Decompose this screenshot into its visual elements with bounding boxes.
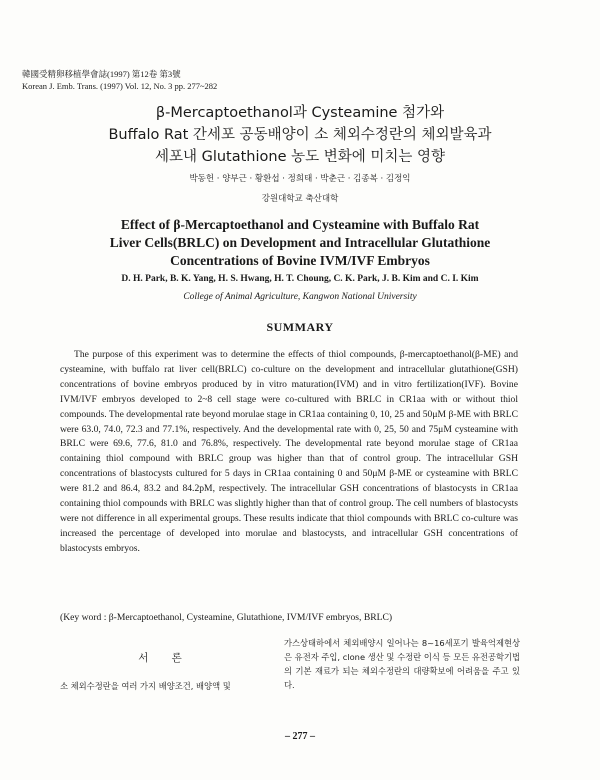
korean-title-line-2: Buffalo Rat 간세포 공동배양이 소 체외수정란의 체외발육과 <box>108 127 492 143</box>
intro-right-column: 가스상태하에서 체외배양시 일어나는 8~16세포기 발육억제현상은 유전자 주입, clone 생산 및 수정란 이식 등 모든 유전공학기법의 기본 재료가 되는 체외수정란의 대량확보에 어려움을 주고 있다. <box>284 638 520 690</box>
english-title <box>0 216 600 270</box>
page-number: – 277 – <box>285 731 315 742</box>
journal-reference <box>22 68 217 92</box>
korean-title-line-3: 세포내 Glutathione 농도 변화에 미치는 영향 <box>154 149 446 165</box>
intro-left-text: 소 체외수정란을 여러 가지 배양조건, 배양액 및 <box>60 681 231 691</box>
korean-title <box>0 102 600 168</box>
english-title-line-2: Liver Cells(BRLC) on Development and Intracellular Glutathione <box>109 235 491 250</box>
english-title-line-3: Concentrations of Bovine IVM/IVF Embryos <box>170 253 430 268</box>
journal-reference-english: Korean J. Emb. Trans. (1997) Vol. 12, No. 3 pp. 277~282 <box>22 81 218 91</box>
korean-affiliation: 강원대학교 축산대학 <box>261 194 339 204</box>
summary-abstract <box>60 348 518 557</box>
keywords: (Key word : β-Mercaptoethanol, Cysteamine, Glutathione, IVM/IVF embryos, BRLC) <box>60 612 393 623</box>
intro-left-column <box>60 650 270 693</box>
intro-heading: 서 론 <box>138 652 192 664</box>
english-affiliation: College of Animal Agriculture, Kangwon National University <box>183 292 417 302</box>
english-title-line-1: Effect of β-Mercaptoethanol and Cysteamine with Buffalo Rat <box>120 217 480 232</box>
summary-paragraph: The purpose of this experiment was to determine the effects of thiol compounds, β-mercaptoethanol(β-ME) and cysteamine, with buffalo rat liver cell(BRLC) co-culture on the development and intracellular glutathione(GSH) concentrations of bovine embryos produced by in vitro maturation(IVM) and in vitro fertilization(IVF). Bovine IVM/IVF embryos developed to 2~8 cell stage were co-cultured with BRLC in CR1aa with or without thiol compounds. The developmental rate beyond morulae stage in CR1aa containing 0, 10, 25 and 50μM β-ME with BRLC were 63.0, 74.0, 72.3 and 77.1%, respectively. And the developmental rate with 0, 25, 50 and 75μM cysteamine with BRLC were 69.6, 77.6, 81.0 and 76.8%, respectively. The developmental rate beyond morulae stage of CR1aa containing thiol compound with BRLC group was higher than that of control group. The intracellular GSH concentrations of blastocysts cultured for 5 days in CR1aa containing 0 and 50μM β-ME or cysteamine with BRLC were 81.2 and 86.4, 83.2 and 84.2pM, respectively. The intracellular GSH concentrations of blastocysts in CR1aa containing thiol compounds with BRLC was slightly higher than that of control group. The cell numbers of blastocysts were not difference in all experimental groups. These results indicate that thiol compounds with BRLC co-culture was increased the percentage of developed into morulae and blastocysts, and intracellular GSH concentrations of blastocysts embryos. <box>60 349 518 554</box>
summary-heading: SUMMARY <box>266 320 334 334</box>
english-authors: D. H. Park, B. K. Yang, H. S. Hwang, H. T. Choung, C. K. Park, J. B. Kim and C. I. Kim <box>121 274 479 284</box>
journal-reference-korean: 韓國受精卵移植學會誌(1997) 第12卷 第3號 <box>22 69 181 79</box>
korean-title-line-1: β-Mercaptoethanol과 Cysteamine 첨가와 <box>155 105 445 121</box>
korean-authors: 박동헌 · 양부근 · 황환섭 · 정희태 · 박춘근 · 김종복 · 김정익 <box>189 174 411 184</box>
